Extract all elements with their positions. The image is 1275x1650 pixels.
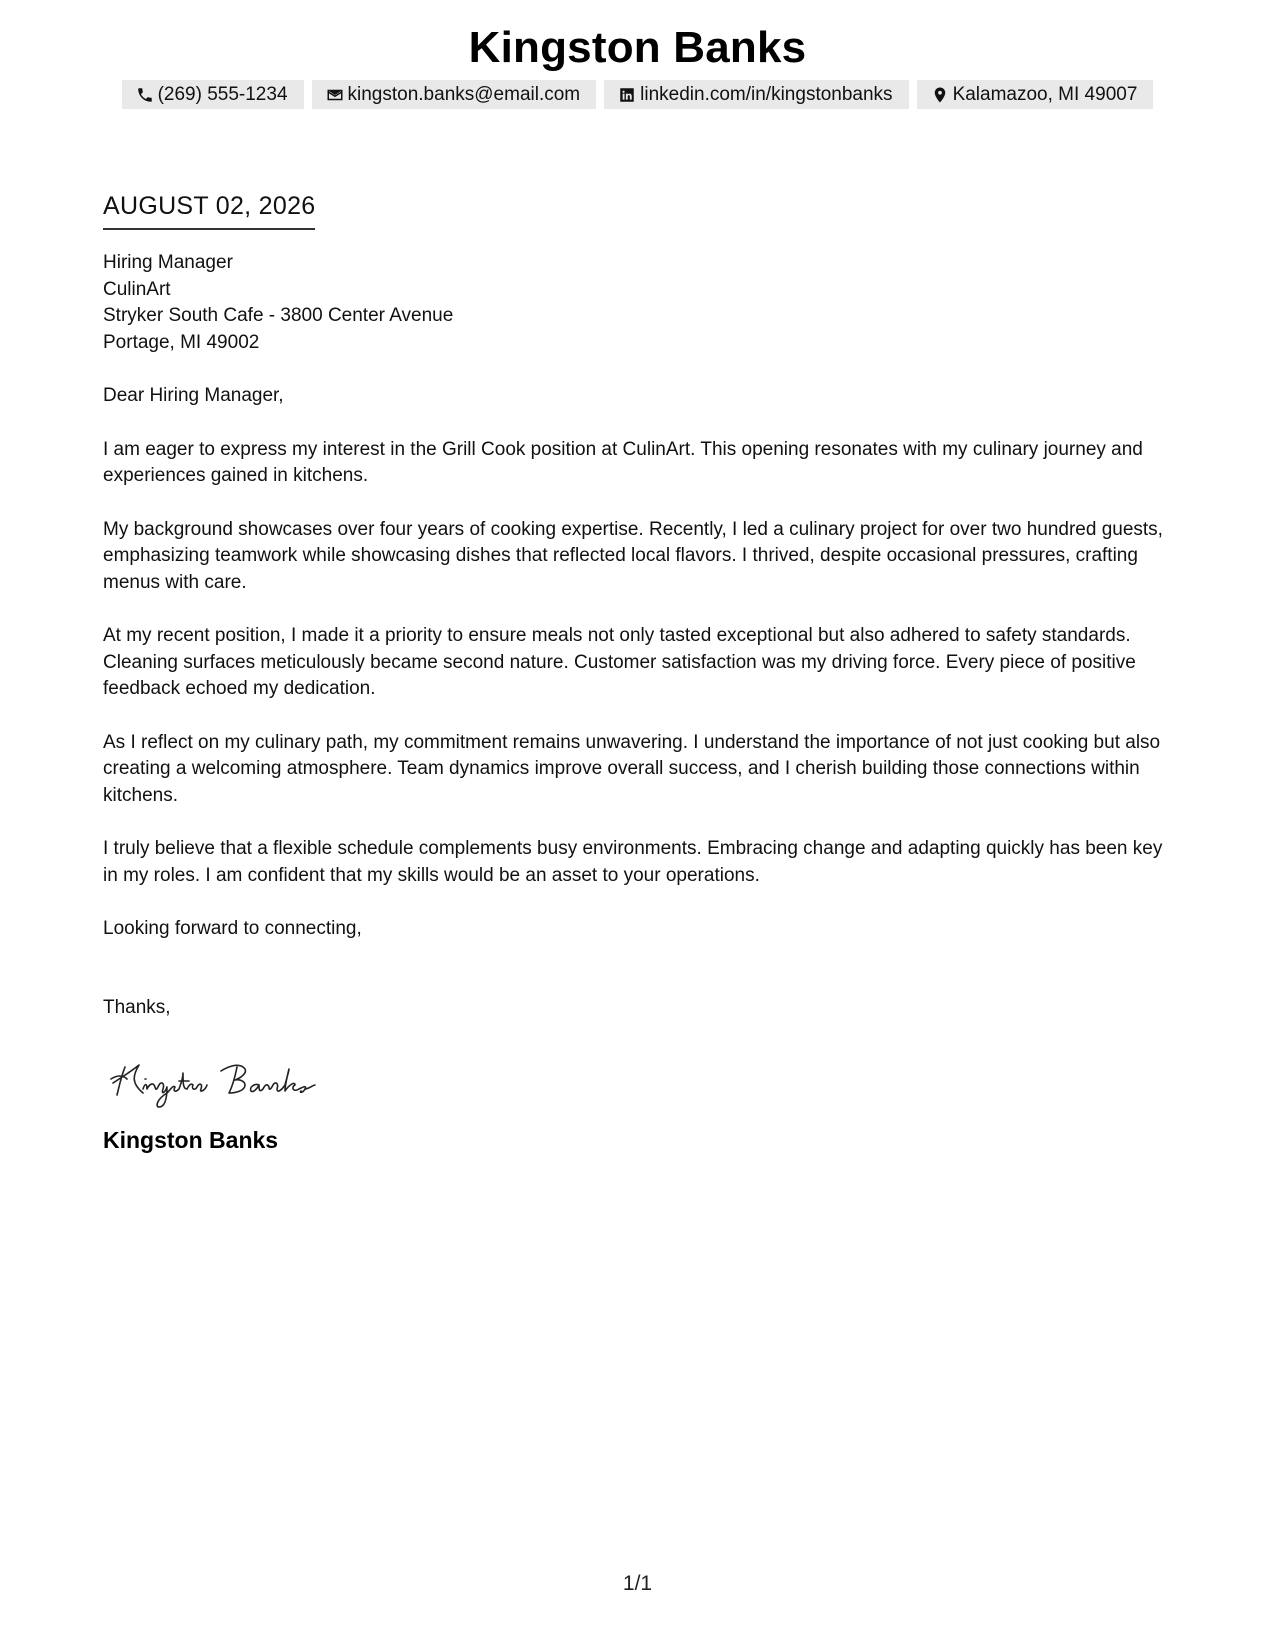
signer-name: Kingston Banks xyxy=(103,1127,279,1153)
contact-location-text: Kalamazoo, MI 49007 xyxy=(952,83,1138,105)
contact-phone-text: (269) 555-1234 xyxy=(157,83,288,105)
signature-image xyxy=(109,1049,369,1109)
linkedin-icon xyxy=(618,86,636,104)
date-block xyxy=(103,190,315,230)
recipient-block xyxy=(103,250,1178,356)
contact-phone xyxy=(122,80,304,109)
salutation: Dear Hiring Manager, xyxy=(103,385,284,406)
envelope-icon xyxy=(326,86,344,104)
closing-line: Looking forward to connecting, xyxy=(103,918,362,939)
page-indicator: 1/1 xyxy=(622,1572,653,1595)
recipient-company: CulinArt xyxy=(103,278,171,300)
recipient-address-line2: Portage, MI 49002 xyxy=(103,331,260,353)
contact-location xyxy=(917,80,1154,109)
letter-header xyxy=(0,0,1275,109)
recipient-title: Hiring Manager xyxy=(103,252,233,273)
map-pin-icon xyxy=(931,86,949,104)
phone-icon xyxy=(136,86,154,104)
body-paragraph-1: I am eager to express my interest in the Grill Cook position at CulinArt. This opening resonates with my culinary journey and experiences gained in kitchens. xyxy=(103,438,1143,486)
contact-linkedin-text: linkedin.com/in/kingstonbanks xyxy=(640,83,893,105)
body-paragraph-2: My background showcases over four years of cooking expertise. Recently, I led a culinary project for over two hundred guests, emphasizing teamwork while showcasing dishes that reflected local flavors. I thrived, despite occasional pressures, crafting menus with care. xyxy=(103,518,1163,593)
body-paragraph-3: At my recent position, I made it a priority to ensure meals not only tasted exceptional but also adhered to safety standards. Cleaning surfaces meticulously became second nature. Customer satisfaction was my driving force. Every piece of positive feedback echoed my dedication. xyxy=(103,625,1136,699)
contact-email-text: kingston.banks@email.com xyxy=(347,83,581,105)
contact-bar xyxy=(0,80,1275,109)
contact-email[interactable] xyxy=(312,80,597,109)
contact-linkedin[interactable] xyxy=(604,80,908,109)
applicant-name: Kingston Banks xyxy=(468,23,807,72)
body-paragraph-5: I truly believe that a flexible schedule complements busy environments. Embracing change and adapting quickly has been key in my roles. I am confident that my skills would be an asset to your operations. xyxy=(103,838,1163,886)
signoff: Thanks, xyxy=(103,996,171,1018)
handwritten-signature xyxy=(109,1049,369,1109)
letter-date: AUGUST 02, 2026 xyxy=(103,192,316,220)
body-paragraph-4: As I reflect on my culinary path, my commitment remains unwavering. I understand the importance of not just cooking but also creating a welcoming atmosphere. Team dynamics improve overall success, and I cherish building those connections within kitchens. xyxy=(103,731,1161,806)
recipient-address-line1: Stryker South Cafe - 3800 Center Avenue xyxy=(103,305,454,326)
letter-body xyxy=(103,190,1178,1154)
